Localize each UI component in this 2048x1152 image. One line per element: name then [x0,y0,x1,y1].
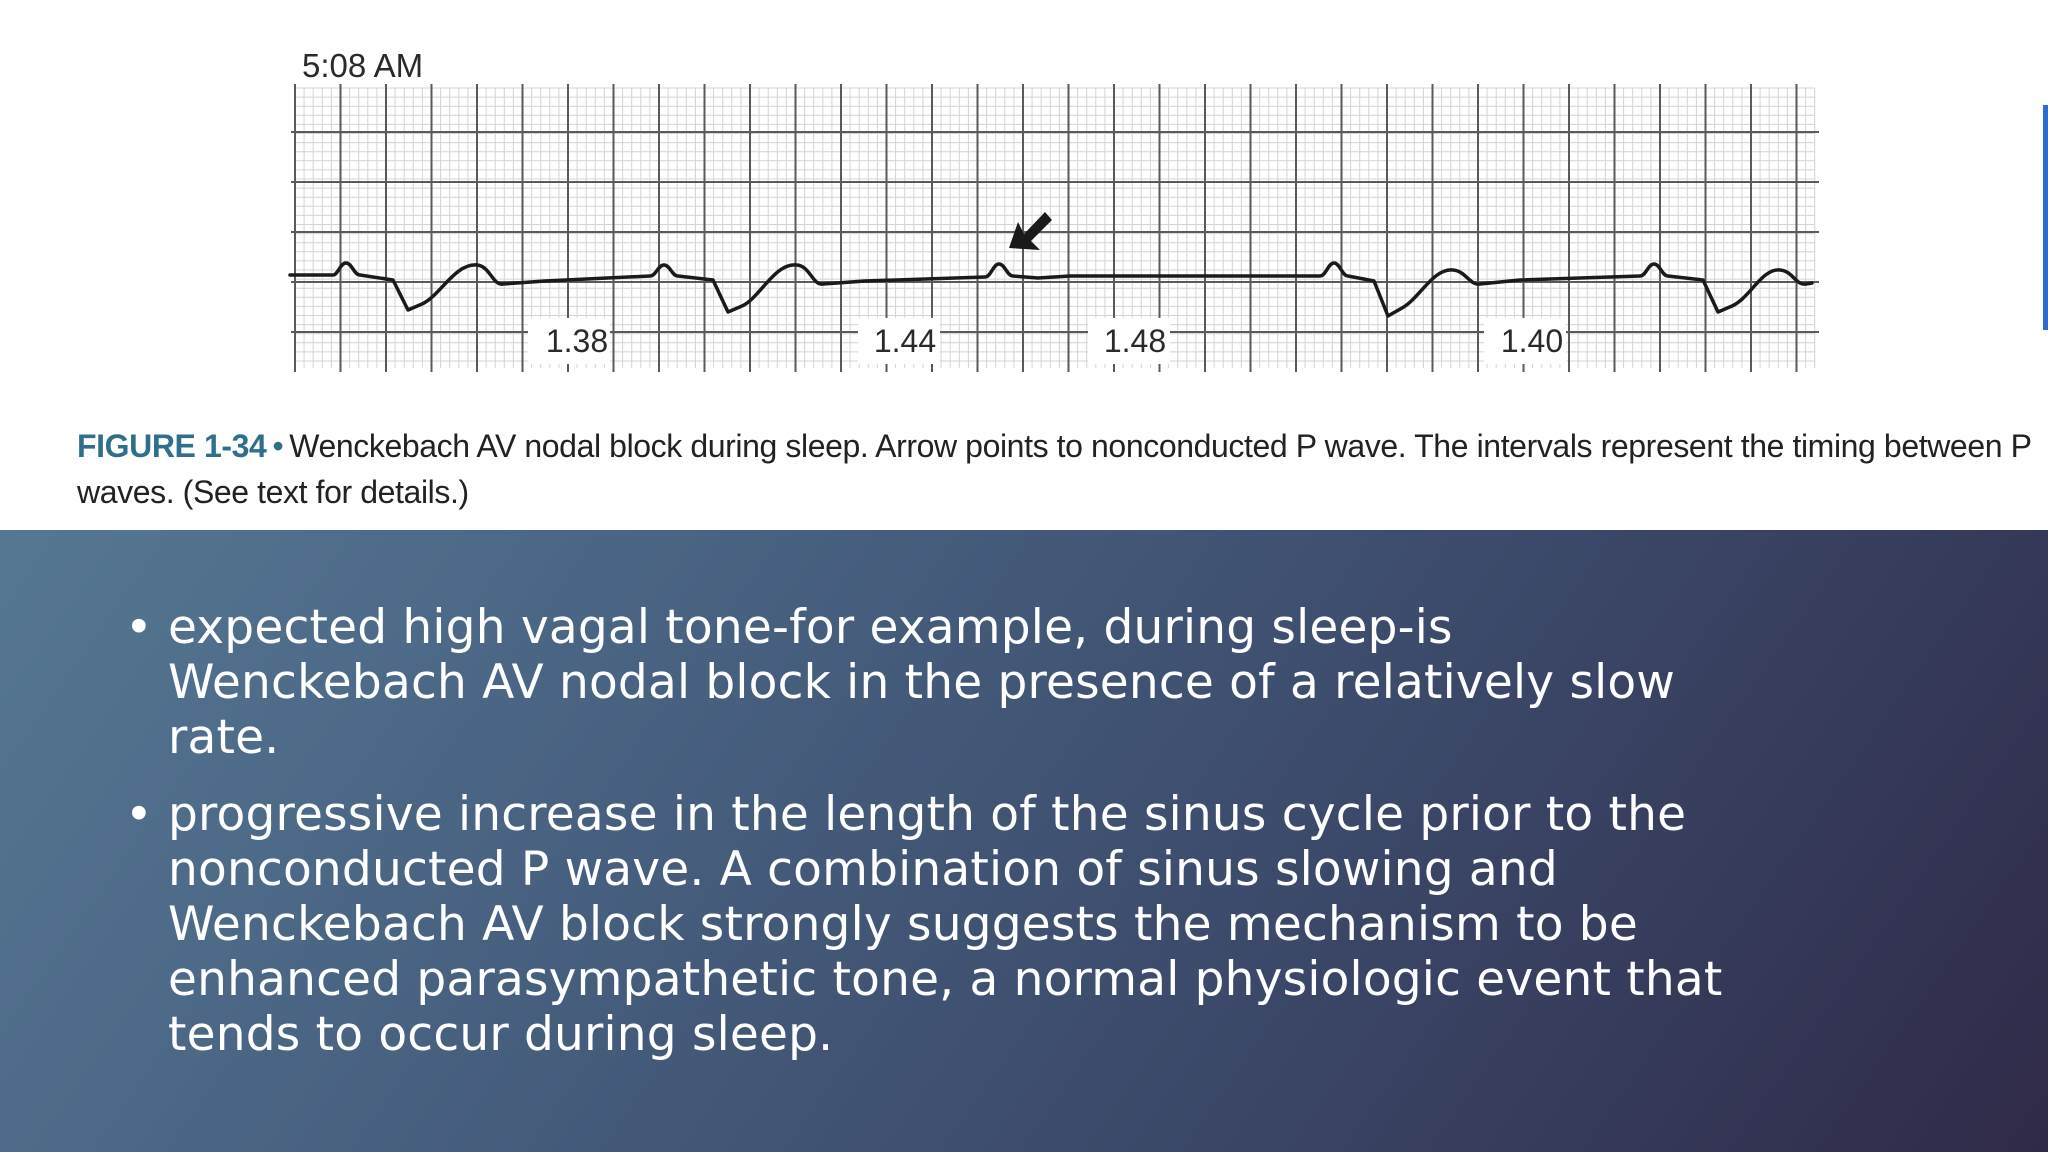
ecg-timestamp: 5:08 AM [302,47,424,84]
interval-labels [546,323,1563,359]
bullet-dot-icon: • [125,600,153,655]
bullet-text-2: progressive increase in the length of the sinus cycle prior to the nonconducted P wave. A combination of sinus slowing and Wenckebach AV block strongly suggests the mechanism to be enhanced parasympathetic tone, a normal physiologic event that tends to occur during sleep. [168,787,1723,1062]
ecg-strip [0,0,2040,400]
bullet-list [125,600,1765,1084]
ecg-trace [290,263,1812,316]
bullet-item-2 [125,787,1765,1062]
right-accent-bar [2043,105,2048,330]
interval-label-4: 1.40 [1500,323,1564,359]
interval-label-3: 1.48 [1103,323,1167,359]
bullet-item-1 [125,600,1765,765]
interval-label-1: 1.38 [545,323,609,359]
interval-label-2: 1.44 [873,323,937,359]
caption-separator-icon: • [272,428,284,464]
caption-text: Wenckebach AV nodal block during sleep. Arrow points to nonconducted P wave. The intervals represent the timing between P waves. (See text for details.) [77,428,2031,510]
bullet-dot-icon: • [125,787,153,842]
figure-caption [77,423,2037,515]
bullet-text-1: expected high vagal tone-for example, during sleep-is Wenckebach AV nodal block in the presence of a relatively slow rate. [168,600,1675,765]
ecg-major-grid [291,84,1819,372]
figure-label: FIGURE 1-34 [77,428,267,464]
